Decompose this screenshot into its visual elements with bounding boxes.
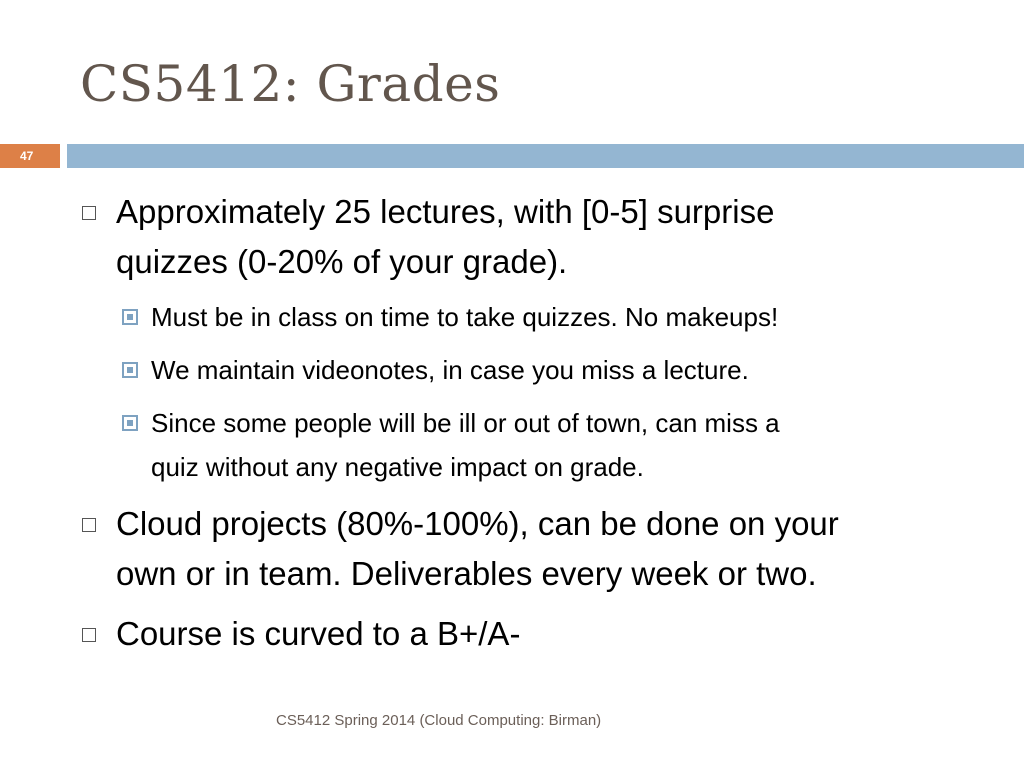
hollow-square-bullet-icon	[82, 206, 96, 220]
bullet-line: own or in team. Deliverables every week or two.	[116, 555, 817, 592]
bullet-line: quizzes (0-20% of your grade).	[116, 243, 568, 280]
slide-title: CS5412: Grades	[80, 55, 501, 113]
filled-square-subbullet-icon	[122, 362, 138, 378]
bullet-line: Course is curved to a B+/A-	[116, 615, 521, 652]
slide-number: 47	[0, 144, 60, 168]
subbullet-line: We maintain videonotes, in case you miss a lecture.	[151, 355, 749, 385]
hollow-square-bullet-icon	[82, 628, 96, 642]
subbullet-line: quiz without any negative impact on grade.	[151, 452, 644, 482]
bullet-line: Approximately 25 lectures, with [0-5] surprise	[116, 193, 775, 230]
hollow-square-bullet-icon	[82, 518, 96, 532]
subbullet-line: Must be in class on time to take quizzes. No makeups!	[151, 302, 779, 332]
filled-square-subbullet-icon	[122, 415, 138, 431]
subbullet-line: Since some people will be ill or out of town, can miss a	[151, 408, 780, 438]
slide-footer: CS5412 Spring 2014 (Cloud Computing: Birman)	[276, 712, 602, 729]
bullet-line: Cloud projects (80%-100%), can be done on your	[116, 505, 839, 542]
filled-square-subbullet-icon	[122, 309, 138, 325]
